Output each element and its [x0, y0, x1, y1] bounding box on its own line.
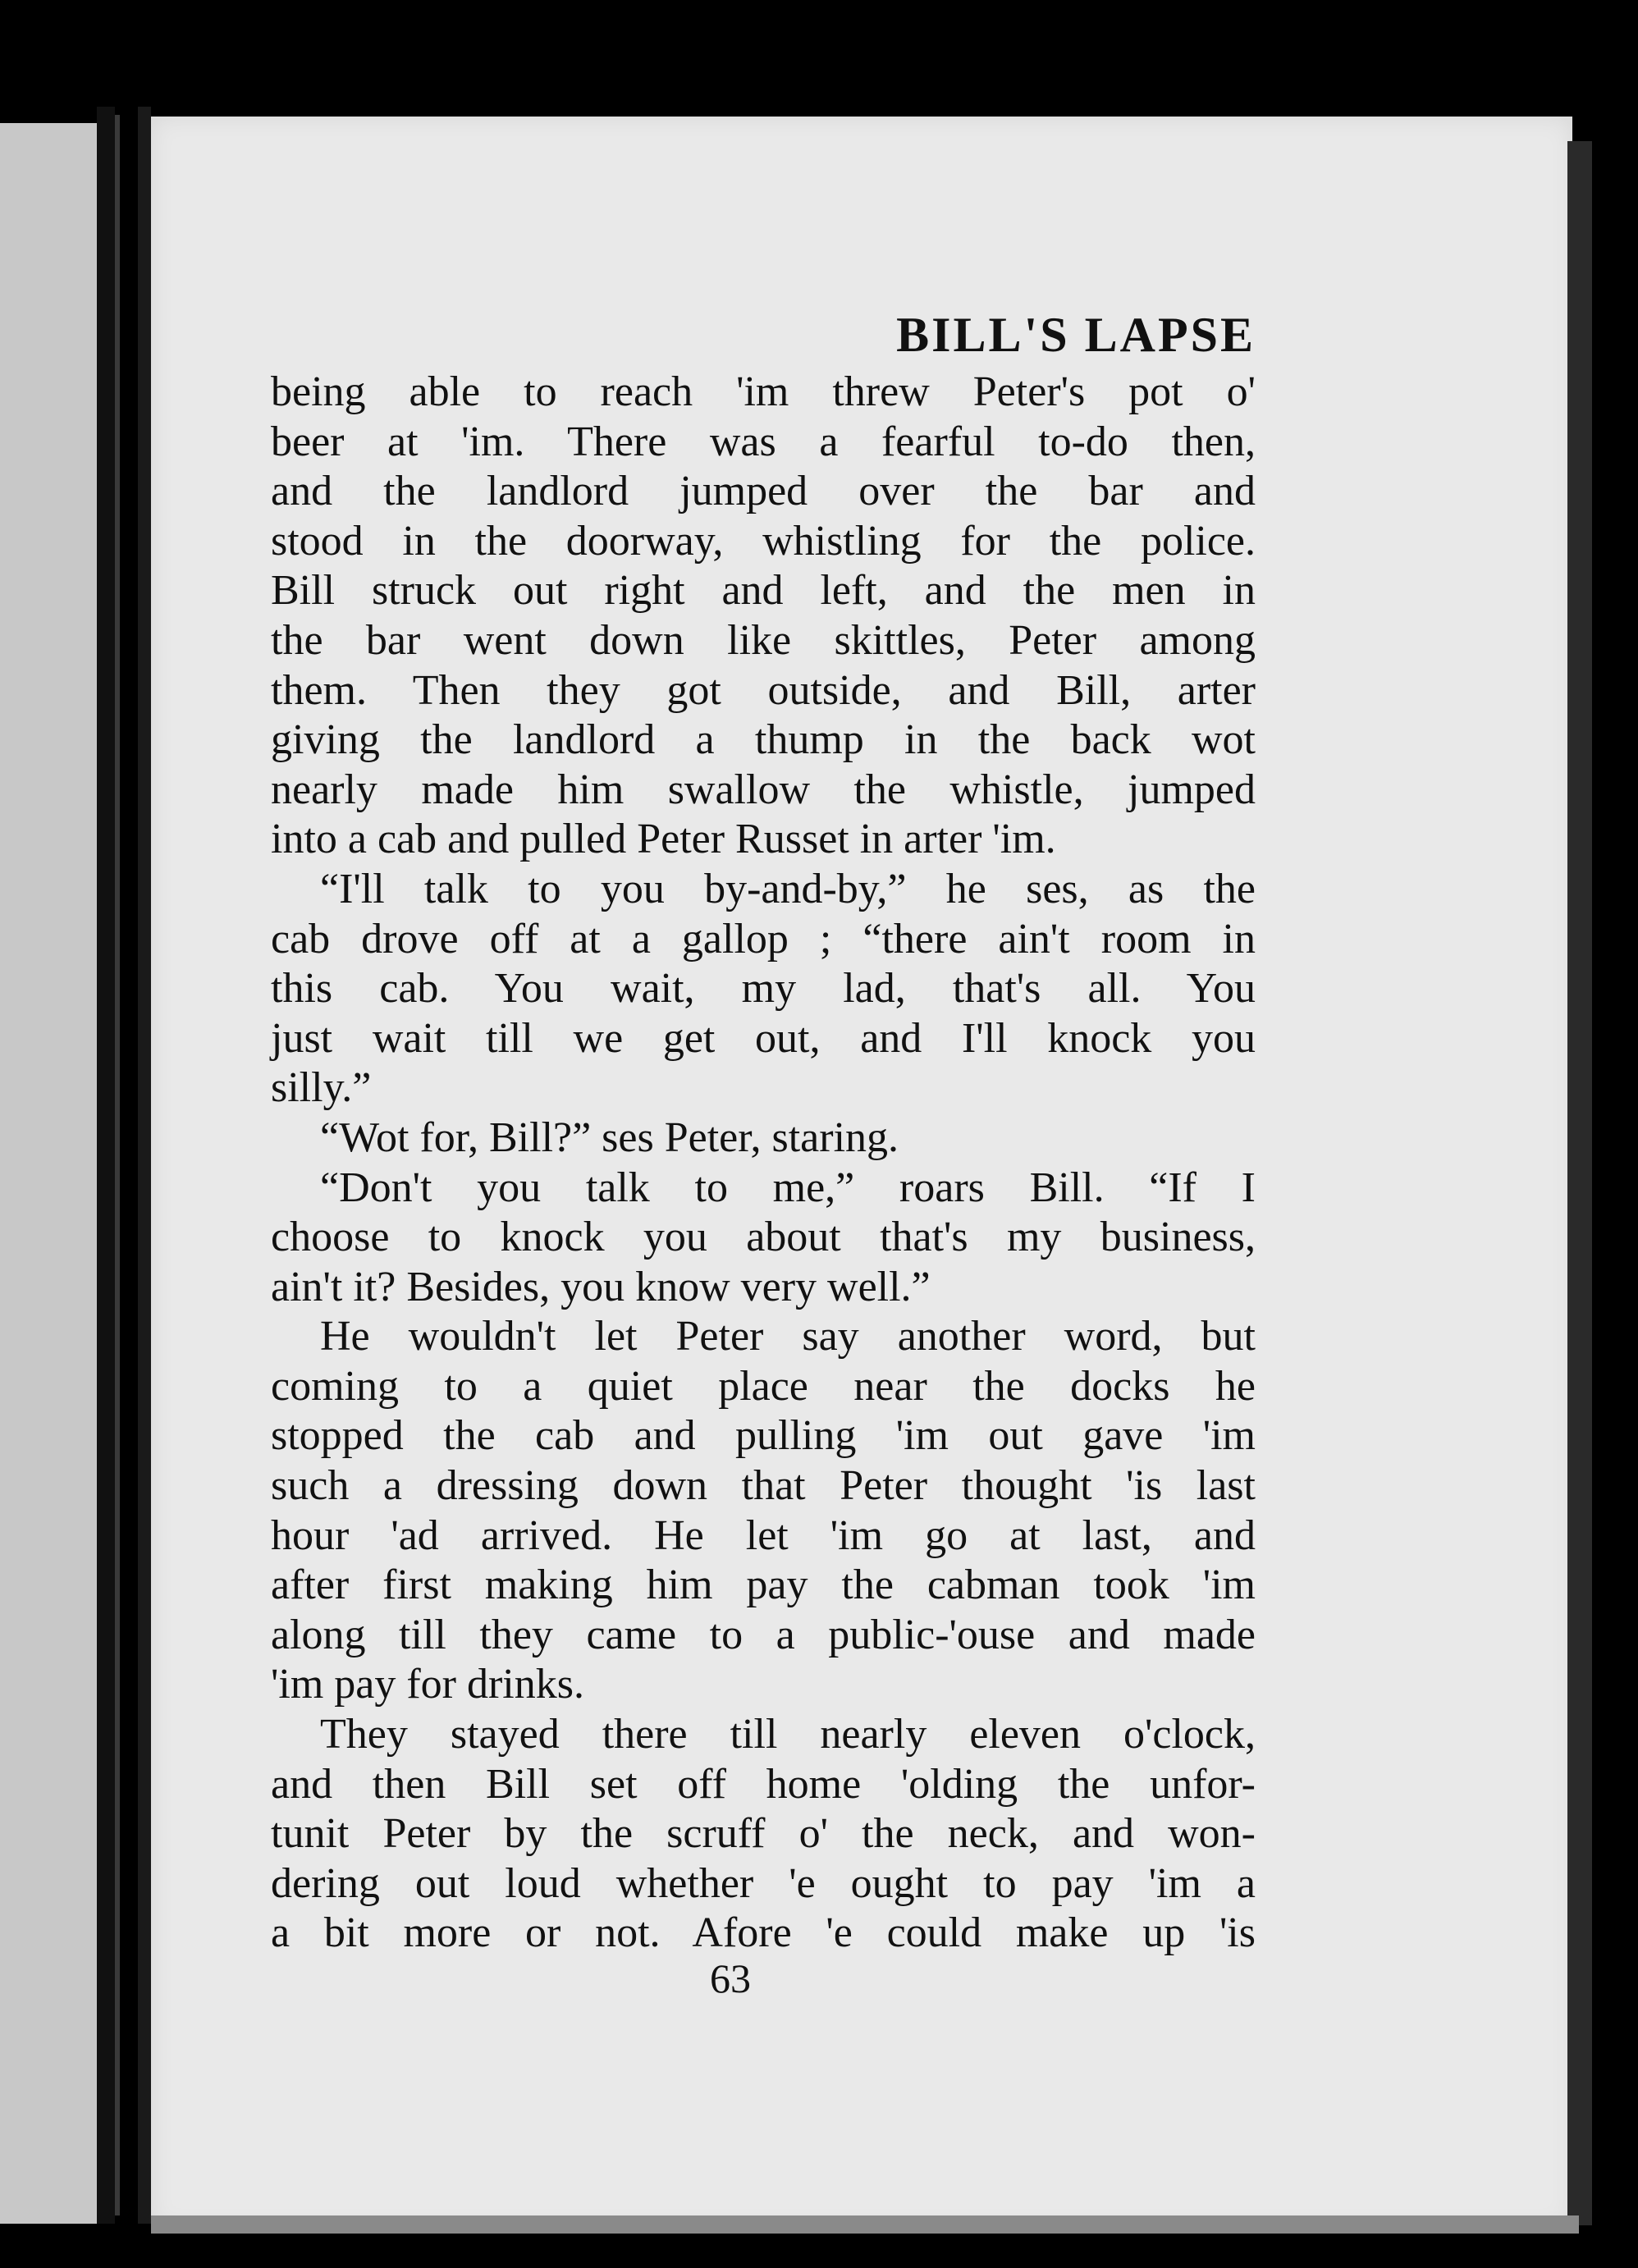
text-line: silly.”	[271, 1064, 372, 1112]
text-line: Bill struck out right and left, and the men in	[271, 567, 1256, 615]
text-line: them. Then they got outside, and Bill, arter	[271, 666, 1256, 714]
text-line: coming to a quiet place near the docks he	[271, 1362, 1256, 1410]
text-line: a bit more or not. Afore 'e could make up 'is	[271, 1909, 1256, 1957]
text-line: along till they came to a public-'ouse and made	[271, 1611, 1256, 1658]
text-line: into a cab and pulled Peter Russet in arter 'im.	[271, 816, 1056, 863]
text-line: He wouldn't let Peter say another word, but	[320, 1313, 1256, 1360]
text-line: stood in the doorway, whistling for the police.	[271, 517, 1256, 565]
text-line: this cab. You wait, my lad, that's all. You	[271, 965, 1256, 1013]
text-line: giving the landlord a thump in the back wot	[271, 716, 1256, 764]
book-gutter	[138, 107, 151, 2224]
text-line: nearly made him swallow the whistle, jumped	[271, 766, 1256, 813]
text-line: just wait till we get out, and I'll knock you	[271, 1014, 1256, 1062]
text-line: beer at 'im. There was a fearful to-do then,	[271, 418, 1256, 465]
text-line: “Don't you talk to me,” roars Bill. “If I	[320, 1164, 1256, 1211]
text-line: cab drove off at a gallop ; “there ain't room in	[271, 915, 1256, 963]
text-line: “I'll talk to you by-and-by,” he ses, as the	[320, 865, 1256, 912]
text-line: being able to reach 'im threw Peter's pot o'	[271, 368, 1256, 415]
facing-page-shadow	[97, 107, 115, 2224]
text-line: the bar went down like skittles, Peter among	[271, 616, 1256, 664]
text-line: such a dressing down that Peter thought 'is last	[271, 1462, 1256, 1510]
text-line: tunit Peter by the scruff o' the neck, and won-	[271, 1810, 1256, 1858]
running-head: BILL'S LAPSE	[896, 308, 1256, 362]
text-line: “Wot for, Bill?” ses Peter, staring.	[320, 1113, 899, 1161]
page-bottom-edge	[151, 2215, 1579, 2234]
page-right-edge	[1567, 141, 1592, 2225]
text-line: and the landlord jumped over the bar and	[271, 468, 1256, 515]
text-line: ain't it? Besides, you know very well.”	[271, 1263, 931, 1310]
text-line: stopped the cab and pulling 'im out gave 'im	[271, 1412, 1256, 1460]
text-line: They stayed there till nearly eleven o'clock,	[320, 1711, 1256, 1758]
text-line: choose to knock you about that's my business,	[271, 1214, 1256, 1261]
body-text	[271, 368, 1256, 1959]
facing-page-edge	[0, 123, 111, 2224]
text-line: dering out loud whether 'e ought to pay 'im a	[271, 1859, 1256, 1907]
binding-line	[115, 115, 120, 2215]
text-line: hour 'ad arrived. He let 'im go at last, and	[271, 1511, 1256, 1559]
page-number: 63	[710, 1955, 751, 2001]
text-line: and then Bill set off home 'olding the unfor-	[271, 1760, 1256, 1808]
text-line: after first making him pay the cabman took 'im	[271, 1562, 1256, 1609]
text-line: 'im pay for drinks.	[271, 1661, 584, 1708]
